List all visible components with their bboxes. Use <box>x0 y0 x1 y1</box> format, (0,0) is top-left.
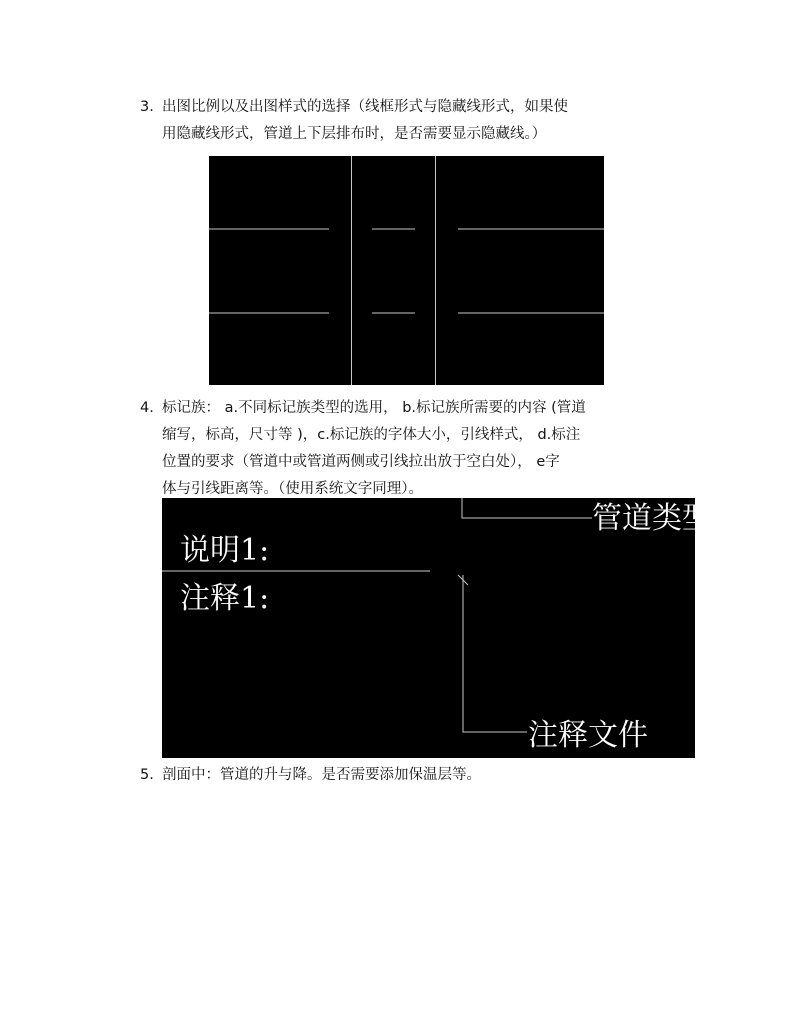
list-item-number: 5. <box>140 767 154 783</box>
list-item-text <box>162 762 670 789</box>
list-item-number: 4. <box>140 400 154 416</box>
wireframe-view-figure <box>209 156 604 385</box>
list-item-number: 3. <box>140 99 154 115</box>
tag-family-figure <box>162 498 712 758</box>
annotation-file-leader-line <box>463 575 527 732</box>
pipe-type-leader-line <box>462 498 592 518</box>
list-item-text <box>162 94 670 148</box>
text-line: 缩写，标高，尺寸等 )，c.标记族的字体大小，引线样式， d.标注 <box>162 427 581 443</box>
text-line: 用隐藏线形式，管道上下层排布时，是否需要显示隐藏线。） <box>162 126 547 142</box>
list-item-text <box>162 395 670 503</box>
list-item-3 <box>140 94 670 148</box>
text-line: 位置的要求（管道中或管道两侧或引线拉出放于空白处）， e字 <box>162 454 560 470</box>
description-label: 说明1: <box>180 533 270 568</box>
annotation-label: 注释1: <box>180 581 270 616</box>
annotation-file-label: 注释文件 <box>528 718 648 753</box>
list-item-5 <box>140 762 670 789</box>
text-line: 标记族： a.不同标记族类型的选用， b.标记族所需要的内容 (管道 <box>162 400 586 416</box>
text-line: 体与引线距离等。（使用系统文字同理）。 <box>162 481 423 497</box>
list-item-4 <box>140 395 670 503</box>
tag-annotation-drawing <box>162 498 712 758</box>
pipe-type-label: 管道类型 <box>592 501 712 536</box>
text-line: 剖面中：管道的升与降。是否需要添加保温层等。 <box>162 767 481 783</box>
pipe-layout-drawing <box>209 156 604 385</box>
text-line: 出图比例以及出图样式的选择（线框形式与隐藏线形式，如果使 <box>162 99 568 115</box>
